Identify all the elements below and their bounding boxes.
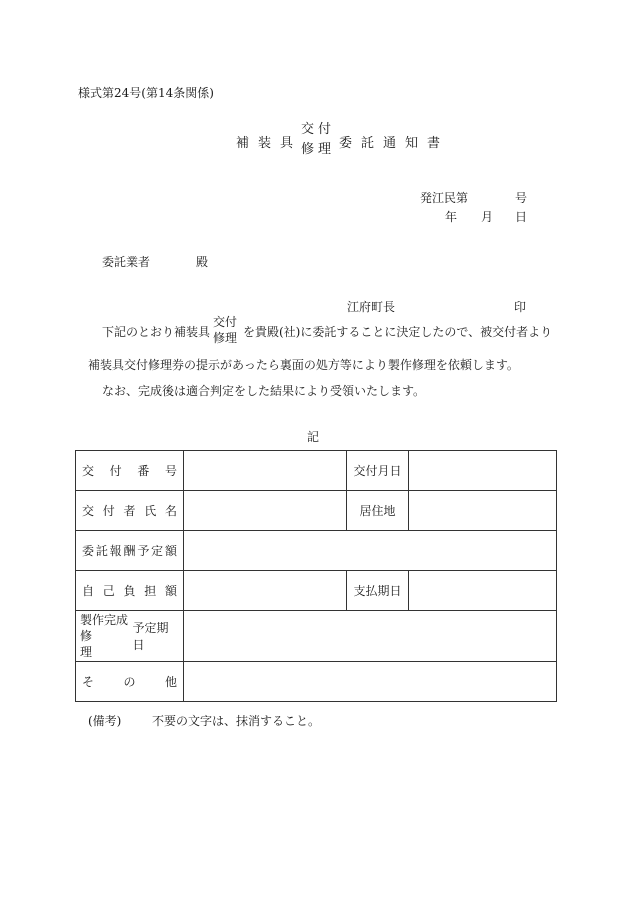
- table-row: [76, 611, 557, 662]
- issue-number-value[interactable]: [184, 451, 347, 491]
- issue-number-label: 交付番号: [76, 451, 184, 491]
- title-stack: [301, 120, 335, 160]
- title-stack-top: 交付: [301, 122, 336, 137]
- title-right: 委託通知書: [339, 136, 450, 151]
- body-line1-end: を貴殿(社)に委託することに決定したので、被交付者より: [243, 325, 553, 339]
- table-row: [76, 571, 557, 611]
- table-row: [76, 451, 557, 491]
- remarks-text: 不要の文字は、抹消すること。: [152, 714, 321, 728]
- issue-date-label: 交付月日: [347, 451, 409, 491]
- date-day: 日: [515, 210, 528, 224]
- made-top-label: 製作完成: [80, 613, 129, 627]
- body-line3: なお、完成後は適合判定をした結果により受領いたします。: [102, 384, 426, 398]
- self-pay-label: 自己負担額: [76, 571, 184, 611]
- issue-date-value[interactable]: [409, 451, 557, 491]
- recipient-name-label: 交付者氏名: [76, 491, 184, 531]
- form-number: 様式第24号(第14条関係): [78, 86, 214, 100]
- date-month: 月: [481, 210, 494, 224]
- detail-table: [75, 450, 557, 702]
- body-line2: 補装具交付修理券の提示があったら裏面の処方等により製作修理を依頼します。: [88, 358, 519, 372]
- body-stack-top: 交付: [213, 315, 238, 329]
- table-row: [76, 662, 557, 702]
- commission-fee-value[interactable]: [184, 531, 557, 571]
- addressee-honorific: 殿: [196, 255, 209, 269]
- document-number-suffix: 号: [515, 191, 528, 205]
- body-stack-bottom: 修理: [213, 331, 238, 345]
- body-line1-stack: [213, 314, 237, 346]
- residence-label: 居住地: [347, 491, 409, 531]
- addressee-label: 委託業者: [102, 255, 151, 269]
- self-pay-value[interactable]: [184, 571, 347, 611]
- payment-date-value[interactable]: [409, 571, 557, 611]
- other-label: その他: [76, 662, 184, 702]
- sender-title: 江府町長: [347, 300, 396, 314]
- document-title: [0, 118, 630, 162]
- table-row: [76, 531, 557, 571]
- title-stack-bottom: 修理: [301, 142, 336, 157]
- commission-fee-label: 委託報酬予定額: [76, 531, 184, 571]
- table-row: [76, 491, 557, 531]
- residence-value[interactable]: [409, 491, 557, 531]
- date-year: 年: [445, 210, 458, 224]
- remarks-label: (備考): [88, 714, 122, 728]
- scheduled-date-value[interactable]: [184, 611, 557, 662]
- payment-date-label: 支払期日: [347, 571, 409, 611]
- document-number-label: 発江民第: [420, 191, 469, 205]
- seal-mark: 印: [514, 300, 527, 314]
- made-bottom-label: 修理: [80, 629, 107, 659]
- ki-heading: 記: [307, 430, 320, 444]
- other-value[interactable]: [184, 662, 557, 702]
- scheduled-date-text: 予定期日: [132, 621, 169, 652]
- title-left: 補装具: [236, 136, 303, 151]
- body-line1-start: 下記のとおり補装具: [102, 325, 211, 339]
- scheduled-date-label: [76, 611, 184, 662]
- recipient-name-value[interactable]: [184, 491, 347, 531]
